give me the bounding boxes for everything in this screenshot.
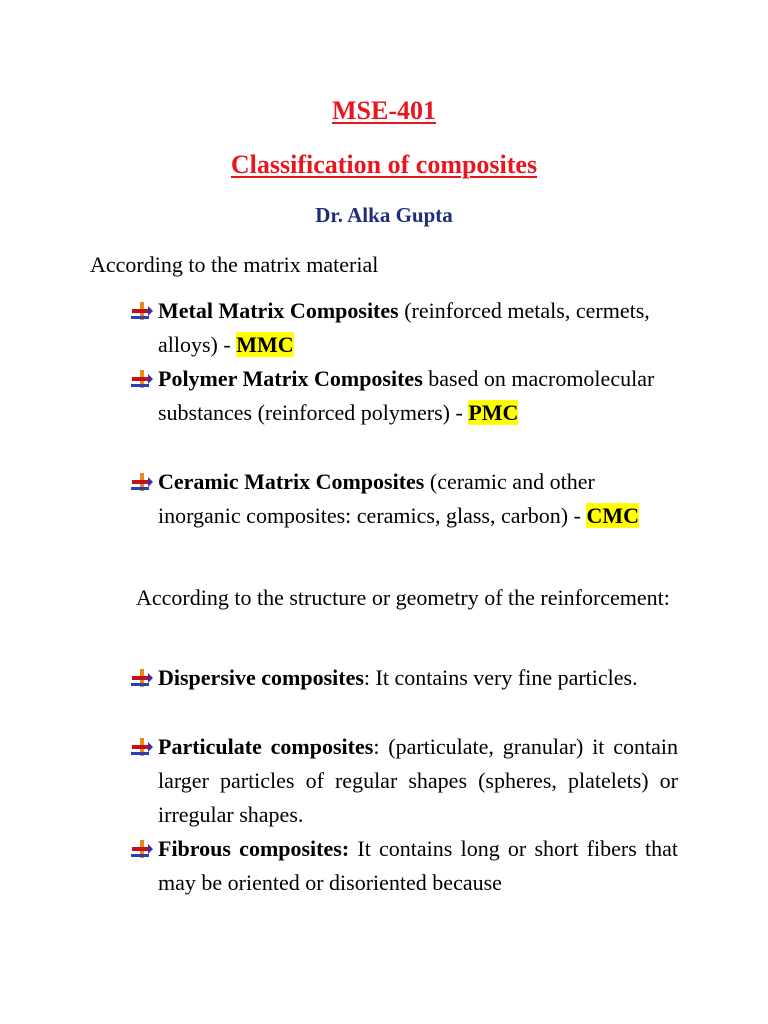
abbreviation-badge: MMC [236,332,294,357]
item-name: Particulate composites [158,734,374,759]
item-description: (ceramic and other inorganic composites: ceramics, glass, carbon) - [158,469,595,528]
matrix-section-heading: According to the matrix material [90,252,379,277]
plus-arrow-bullet-icon [131,668,153,688]
abbreviation-badge: CMC [586,503,640,528]
item-name: Polymer Matrix Composites [158,366,423,391]
list-item-dispersive [158,661,678,695]
plus-arrow-bullet-icon [131,737,153,757]
item-description: based on macromolecular substances (reinforced polymers) - [158,366,655,425]
structure-section-heading: According to the structure or geometry of the reinforcement: [136,585,670,610]
list-item-pmc [158,362,678,430]
list-item-cmc [158,465,678,533]
item-name: Ceramic Matrix Composites [158,469,425,494]
plus-arrow-bullet-icon [131,301,153,321]
item-name: Dispersive composites [158,665,364,690]
item-description: (reinforced metals, cermets, alloys) - [158,298,650,357]
author-name: Dr. Alka Gupta [315,203,453,227]
list-item-fibrous [158,832,678,900]
plus-arrow-bullet-icon [131,839,153,859]
abbreviation-badge: PMC [468,400,519,425]
document-title: Classification of composites [230,150,538,179]
course-code: MSE-401 [332,96,436,125]
item-description: : It contains very fine particles. [363,665,638,690]
item-description: It contains long or short fibers that may be oriented or disoriented because [158,836,678,895]
plus-arrow-bullet-icon [131,369,153,389]
item-description: : (particulate, granular) it contain larger particles of regular shapes (spheres, platelets) or irregular shapes. [158,734,678,827]
list-item-mmc [158,294,678,362]
item-name: Metal Matrix Composites [158,298,399,323]
list-item-particulate [158,730,678,832]
item-name: Fibrous composites: [158,836,350,861]
plus-arrow-bullet-icon [131,472,153,492]
